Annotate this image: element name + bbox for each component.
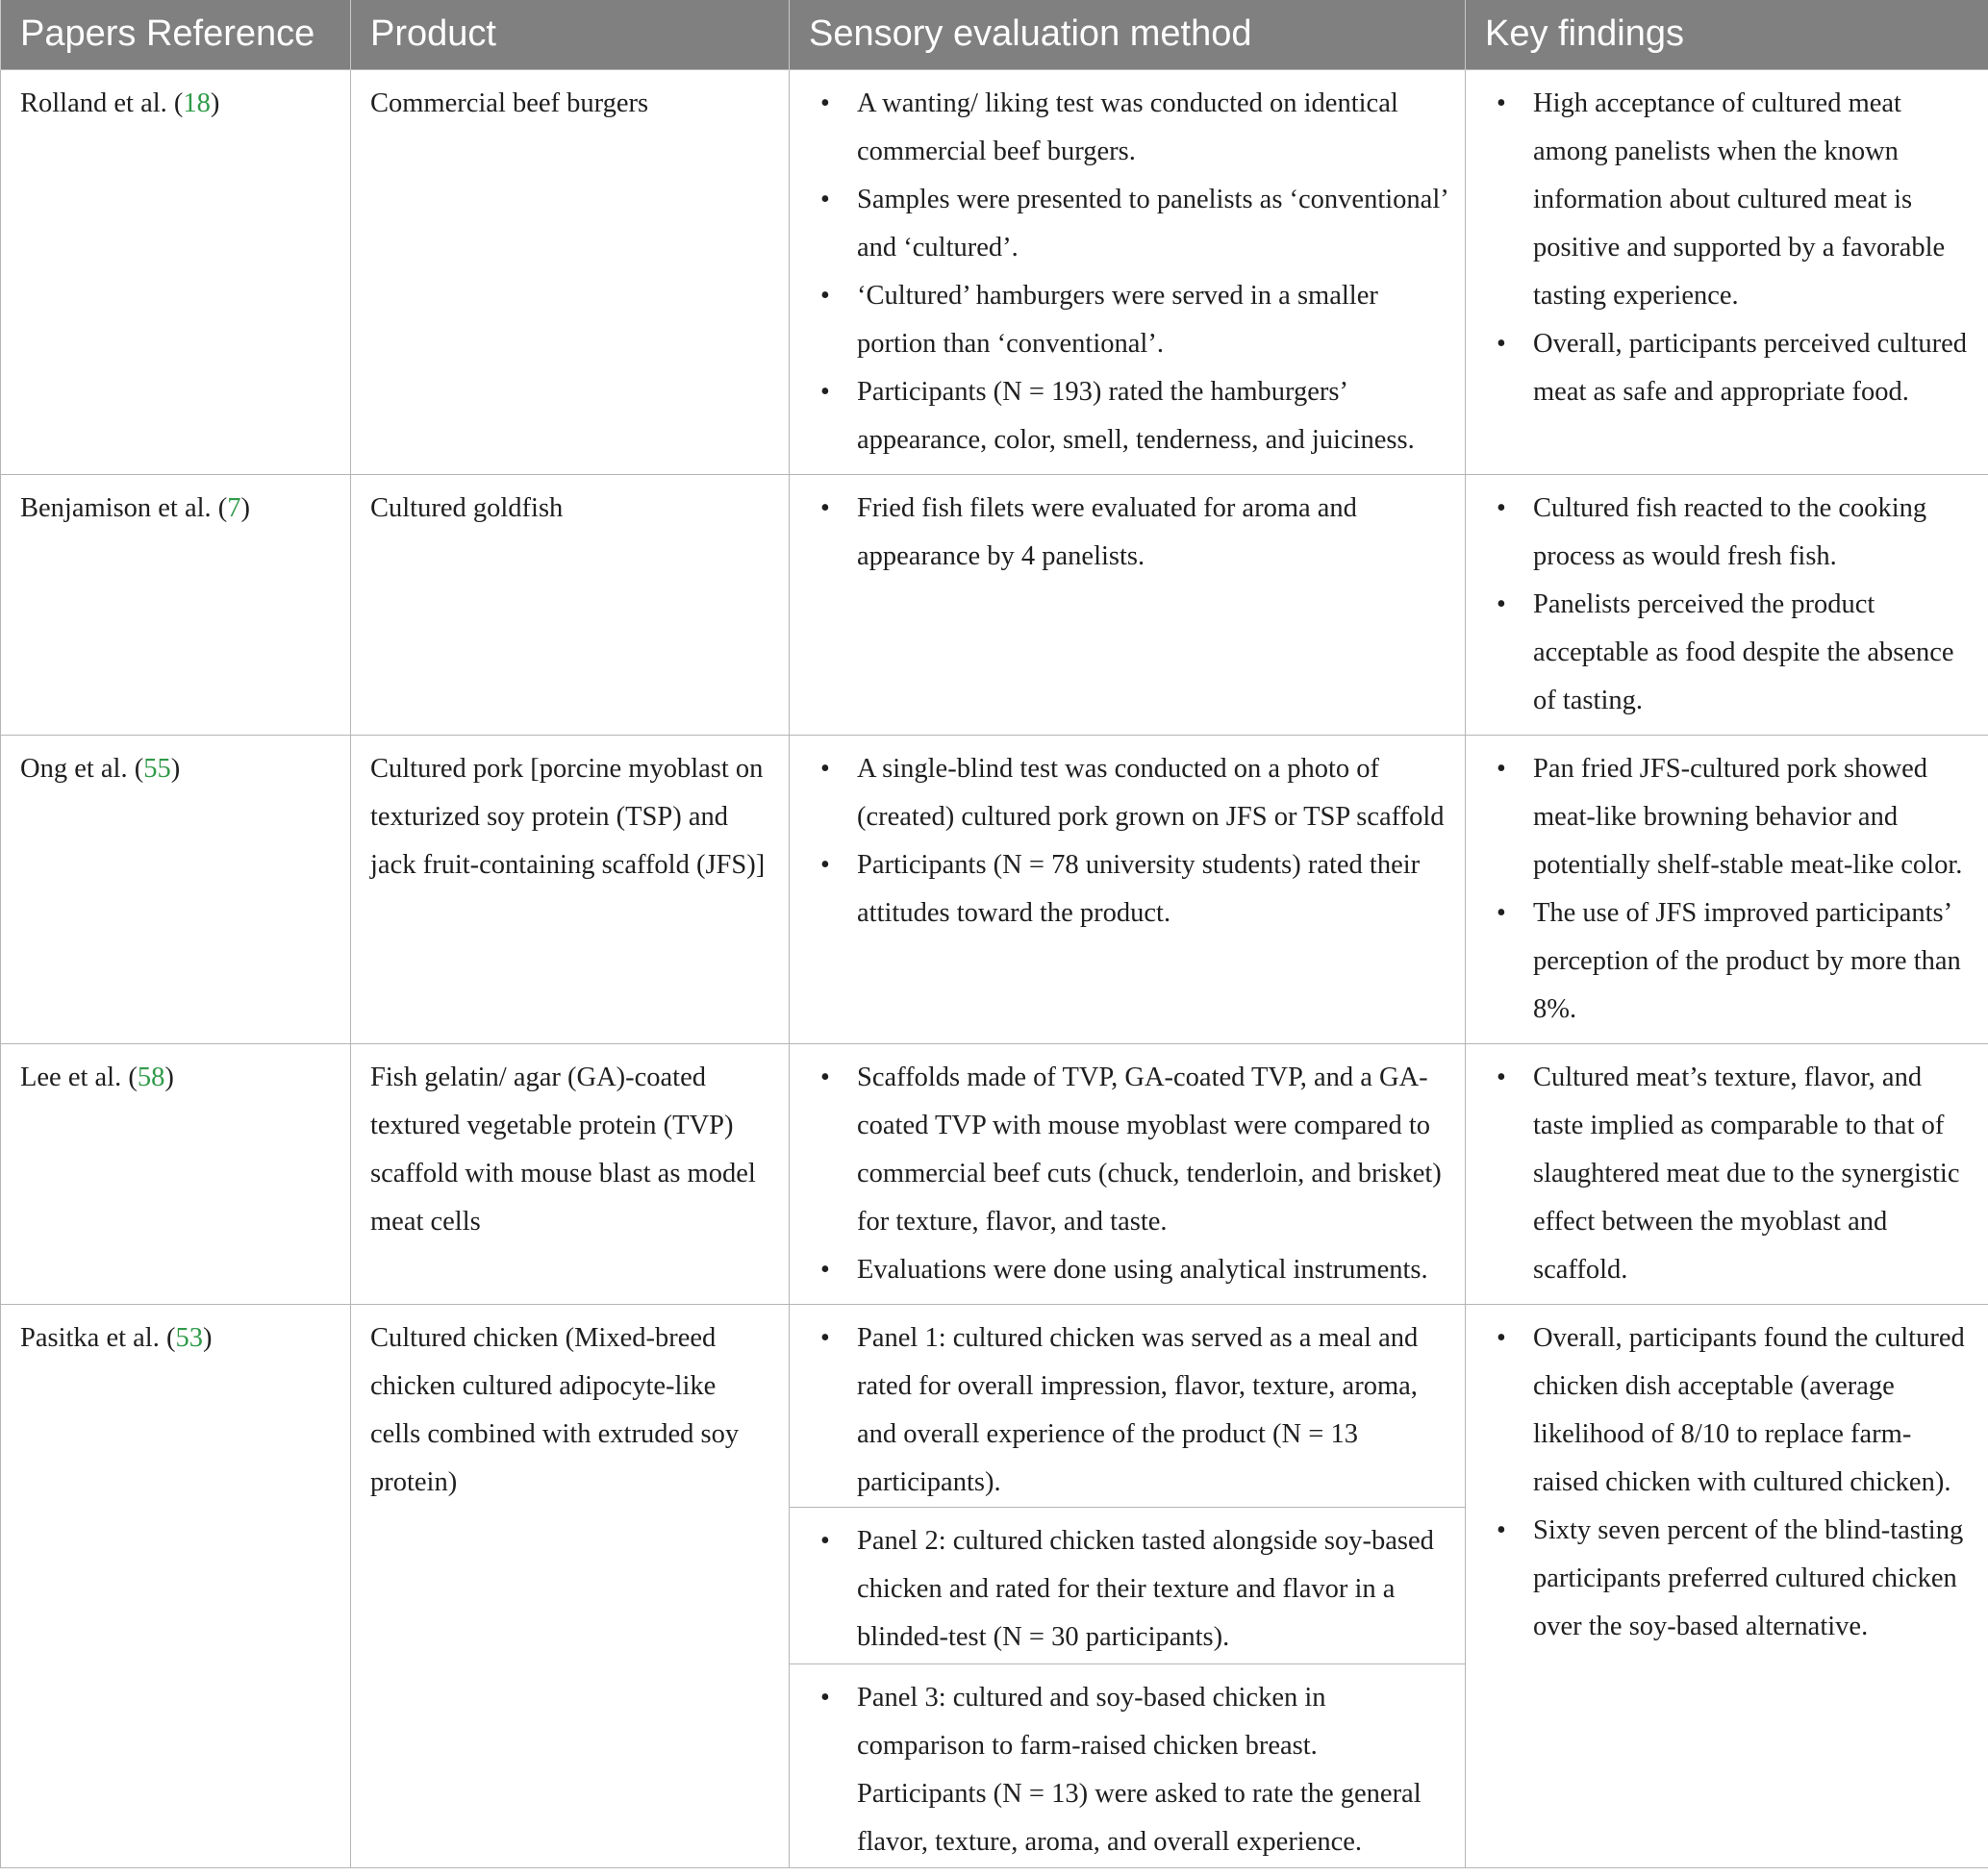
method-text: A wanting/ liking test was conducted on identical commercial beef burgers.: [857, 88, 1398, 166]
findings-cell: [1466, 1304, 1988, 1867]
method-text: Samples were presented to panelists as ‘conventional’ and ‘cultured’.: [857, 185, 1447, 263]
method-list: [790, 1664, 1465, 1876]
table-row: [1, 1043, 1988, 1304]
finding-item: [1495, 889, 1973, 1034]
finding-item: [1495, 320, 1973, 416]
method-item: [790, 80, 1447, 176]
finding-item: [1495, 1054, 1973, 1294]
reference-cell: [1, 474, 351, 735]
bullet-icon: •: [820, 80, 830, 128]
findings-list: [1495, 1314, 1973, 1651]
method-cell: [790, 1304, 1466, 1867]
reference-cell: [1, 69, 351, 474]
finding-item: [1495, 80, 1973, 320]
product-cell: Fish gelatin/ agar (GA)-coated textured vegetable protein (TVP) scaffold with mouse blast as model meat cells: [351, 1043, 790, 1304]
header-papers-reference: Papers Reference: [1, 0, 351, 69]
findings-list: [1495, 485, 1973, 725]
findings-cell: [1466, 735, 1988, 1043]
header-product: Product: [351, 0, 790, 69]
reference-close: ): [164, 1063, 174, 1092]
method-text: Panel 3: cultured and soy-based chicken in comparison to farm-raised chicken breast. Participants (N = 13) were asked to rate the general flavor, texture, aroma, and overall experience.: [857, 1683, 1422, 1857]
bullet-icon: •: [1497, 320, 1506, 368]
method-text: Scaffolds made of TVP, GA-coated TVP, and a GA-coated TVP with mouse myoblast were compared to commercial beef cuts (chuck, tenderloin, and brisket) for texture, flavor, and taste.: [857, 1063, 1442, 1237]
product-cell: Cultured pork [porcine myoblast on texturized soy protein (TSP) and jack fruit-containing scaffold (JFS)]: [351, 735, 790, 1043]
method-panel-3: [790, 1663, 1465, 1866]
bullet-icon: •: [820, 1674, 830, 1722]
method-item: [790, 1517, 1447, 1662]
bullet-icon: •: [820, 368, 830, 416]
finding-text: Pan fried JFS-cultured pork showed meat-like browning behavior and potentially shelf-stable meat-like color.: [1533, 754, 1962, 880]
method-item: [790, 272, 1447, 368]
table-header: [1, 0, 1988, 69]
method-item: [790, 1054, 1447, 1246]
method-text: ‘Cultured’ hamburgers were served in a smaller portion than ‘conventional’.: [857, 281, 1378, 359]
reference-close: ): [241, 493, 251, 523]
method-item: [790, 485, 1447, 581]
method-item: [790, 1314, 1447, 1507]
method-cell: [790, 69, 1466, 474]
method-item: [790, 1674, 1447, 1866]
findings-list: [1495, 745, 1973, 1034]
method-text: Fried fish filets were evaluated for aroma and appearance by 4 panelists.: [857, 493, 1357, 571]
method-item: [790, 368, 1447, 464]
reference-author: Rolland et al. (: [20, 88, 183, 118]
bullet-icon: •: [820, 745, 830, 793]
bullet-icon: •: [1497, 745, 1506, 793]
reference-author: Lee et al. (: [20, 1063, 138, 1092]
citation-link[interactable]: 7: [227, 493, 240, 523]
reference-cell: [1, 735, 351, 1043]
method-text: Evaluations were done using analytical instruments.: [857, 1255, 1428, 1285]
method-item: [790, 745, 1447, 841]
method-cell: [790, 735, 1466, 1043]
finding-text: High acceptance of cultured meat among panelists when the known information about cultured meat is positive and supported by a favorable tasting experience.: [1533, 88, 1945, 311]
findings-list: [1495, 1054, 1973, 1294]
method-item: [790, 841, 1447, 938]
table-row: [1, 735, 1988, 1043]
table-row: [1, 69, 1988, 474]
finding-item: [1495, 1507, 1973, 1651]
product-cell: Cultured chicken (Mixed-breed chicken cultured adipocyte-like cells combined with extruded soy protein): [351, 1304, 790, 1867]
method-text: Panel 2: cultured chicken tasted alongside soy-based chicken and rated for their texture and flavor in a blinded-test (N = 30 participants).: [857, 1526, 1434, 1652]
method-text: Participants (N = 193) rated the hamburgers’ appearance, color, smell, tenderness, and juiciness.: [857, 377, 1415, 455]
method-text: Participants (N = 78 university students) rated their attitudes toward the product.: [857, 850, 1420, 928]
findings-list: [1495, 80, 1973, 416]
finding-item: [1495, 745, 1973, 889]
bullet-icon: •: [820, 176, 830, 224]
method-item: [790, 1246, 1447, 1294]
bullet-icon: •: [1497, 485, 1506, 533]
method-panel-2: [790, 1507, 1465, 1663]
finding-text: Overall, participants found the cultured chicken dish acceptable (average likelihood of 8/10 to replace farm-raised chicken with cultured chicken).: [1533, 1323, 1965, 1497]
bullet-icon: •: [820, 1246, 830, 1294]
method-text: Panel 1: cultured chicken was served as a meal and rated for overall impression, flavor, texture, aroma, and overall experience of the product (N = 13 participants).: [857, 1323, 1418, 1497]
findings-cell: [1466, 69, 1988, 474]
reference-cell: [1, 1304, 351, 1867]
bullet-icon: •: [1497, 1054, 1506, 1102]
bullet-icon: •: [1497, 889, 1506, 938]
bullet-icon: •: [820, 1054, 830, 1102]
product-cell: Cultured goldfish: [351, 474, 790, 735]
reference-author: Pasitka et al. (: [20, 1323, 175, 1353]
bullet-icon: •: [820, 272, 830, 320]
bullet-icon: •: [1497, 80, 1506, 128]
finding-item: [1495, 1314, 1973, 1507]
table-row: [1, 474, 1988, 735]
header-sensory-method: Sensory evaluation method: [790, 0, 1466, 69]
citation-link[interactable]: 53: [175, 1323, 203, 1353]
method-text: A single-blind test was conducted on a photo of (created) cultured pork grown on JFS or TSP scaffold: [857, 754, 1445, 832]
method-cell: [790, 474, 1466, 735]
bullet-icon: •: [820, 1517, 830, 1565]
header-row: [1, 0, 1988, 69]
method-list: [790, 736, 1465, 947]
bullet-icon: •: [820, 1314, 830, 1363]
citation-link[interactable]: 58: [138, 1063, 165, 1092]
method-cell: [790, 1043, 1466, 1304]
finding-text: Overall, participants perceived cultured meat as safe and appropriate food.: [1533, 329, 1967, 407]
reference-cell: [1, 1043, 351, 1304]
bullet-icon: •: [1497, 581, 1506, 629]
reference-close: ): [171, 754, 181, 784]
method-list: [790, 1044, 1465, 1304]
method-list: [790, 1508, 1465, 1671]
finding-item: [1495, 485, 1973, 581]
citation-link[interactable]: 55: [143, 754, 171, 784]
table-row: [1, 1304, 1988, 1867]
header-key-findings: Key findings: [1466, 0, 1988, 69]
method-list: [790, 475, 1465, 590]
reference-close: ): [211, 88, 220, 118]
finding-item: [1495, 581, 1973, 725]
bullet-icon: •: [820, 485, 830, 533]
finding-text: Cultured fish reacted to the cooking process as would fresh fish.: [1533, 493, 1926, 571]
method-panel-1: [790, 1305, 1465, 1507]
method-list: [790, 1305, 1465, 1516]
product-cell: Commercial beef burgers: [351, 69, 790, 474]
method-item: [790, 176, 1447, 272]
bullet-icon: •: [1497, 1314, 1506, 1363]
findings-cell: [1466, 1043, 1988, 1304]
findings-cell: [1466, 474, 1988, 735]
finding-text: Cultured meat’s texture, flavor, and taste implied as comparable to that of slaughtered meat due to the synergistic effect between the myoblast and scaffold.: [1533, 1063, 1959, 1285]
finding-text: Panelists perceived the product acceptable as food despite the absence of tasting.: [1533, 589, 1954, 715]
bullet-icon: •: [1497, 1507, 1506, 1555]
method-list: [790, 70, 1465, 474]
bullet-icon: •: [820, 841, 830, 889]
citation-link[interactable]: 18: [183, 88, 211, 118]
finding-text: Sixty seven percent of the blind-tasting participants preferred cultured chicken over the soy-based alternative.: [1533, 1515, 1963, 1641]
reference-author: Benjamison et al. (: [20, 493, 227, 523]
finding-text: The use of JFS improved participants’ perception of the product by more than 8%.: [1533, 898, 1961, 1024]
reference-close: ): [203, 1323, 213, 1353]
reference-author: Ong et al. (: [20, 754, 143, 784]
